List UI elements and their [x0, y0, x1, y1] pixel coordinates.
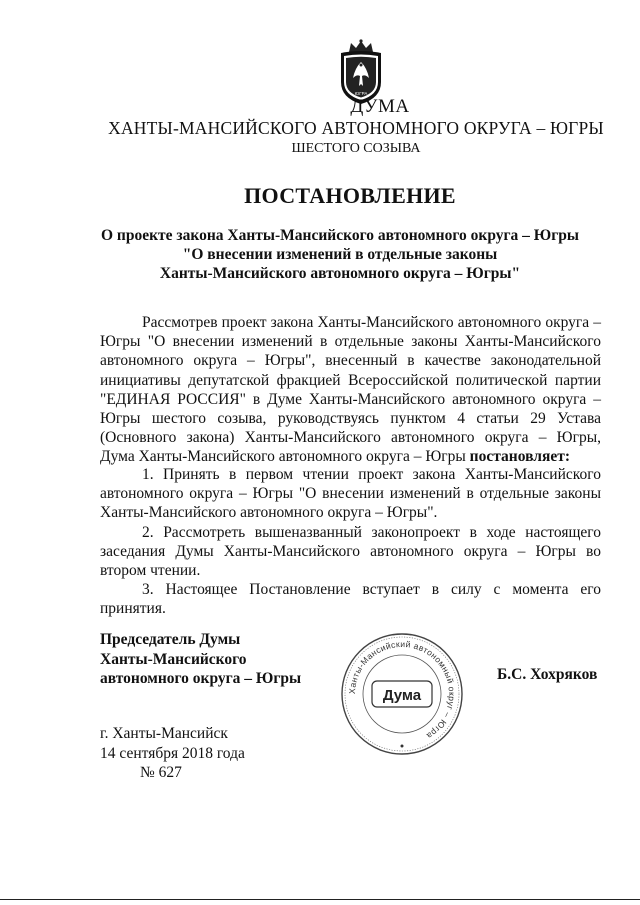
signatory-name: Б.С. Хохряков	[497, 666, 598, 683]
date: 14 сентября 2018 года	[100, 744, 245, 762]
header-convocation: ШЕСТОГО СОЗЫВА	[291, 141, 421, 156]
seal-ring-text: Ханты-Мансийский автономный округ – Югра	[346, 638, 458, 742]
document-subject	[20, 226, 640, 283]
document-footer	[100, 724, 245, 783]
preamble	[100, 313, 601, 467]
resolution-item: 1. Принять в первом чтении проект закона Ханты-Мансийского автономного округа – Югры "О внесении изменений в отдельные законы Ханты-Мансийского автономного округа – Югры".	[100, 466, 601, 522]
header-okrug: ХАНТЫ-МАНСИЙСКОГО АВТОНОМНОГО ОКРУГА – ЮГРЫ	[108, 118, 604, 138]
official-seal	[336, 628, 468, 760]
position-line: автономного округа – Югры	[100, 670, 302, 687]
resolution-item: 3. Настоящее Постановление вступает в силу с момента его принятия.	[100, 581, 601, 618]
subject-line: О проекте закона Ханты-Мансийского автономного округа – Югры	[100, 227, 579, 244]
city: г. Ханты-Мансийск	[100, 725, 228, 742]
resolution-item: 2. Рассмотреть вышеназванный законопроект в ходе настоящего заседания Думы Ханты-Мансийского автономного округа – Югры во втором чтении.	[100, 523, 601, 580]
resolution-items	[100, 465, 601, 619]
subject-line: Ханты-Мансийского автономного округа – Югры"	[159, 265, 521, 282]
position-line: Ханты-Мансийского	[100, 650, 247, 668]
header-duma: ДУМА	[350, 96, 410, 117]
position-line: Председатель Думы	[100, 631, 241, 648]
emblem-label: ЮГРА	[354, 91, 368, 96]
signatory-position	[100, 630, 301, 689]
seal-center-text: Дума	[382, 687, 422, 704]
document-number: № 627	[140, 764, 182, 781]
document-title: ПОСТАНОВЛЕНИЕ	[244, 183, 456, 208]
subject-line: "О внесении изменений в отдельные законы	[182, 246, 498, 263]
resolves-word: постановляет:	[469, 448, 570, 466]
page-bottom-divider	[0, 899, 640, 900]
preamble-text: Рассмотрев проект закона Ханты-Мансийского автономного округа – Югры "О внесении изменений в отдельные законы Ханты-Мансийского автономного округа – Югры", внесенный в качестве законодательной инициативы депутатской фракцией Всероссийской политической партии "ЕДИНАЯ РОССИЯ" в Думе Ханты-Мансийского автономного округа – Югры шестого созыва, руководствуясь пунктом 4 статьи 29 Устава (Основного закона) Ханты-Мансийского автономного округа – Югры, Дума Ханты-Мансийского автономного округа – Югры	[100, 314, 601, 466]
